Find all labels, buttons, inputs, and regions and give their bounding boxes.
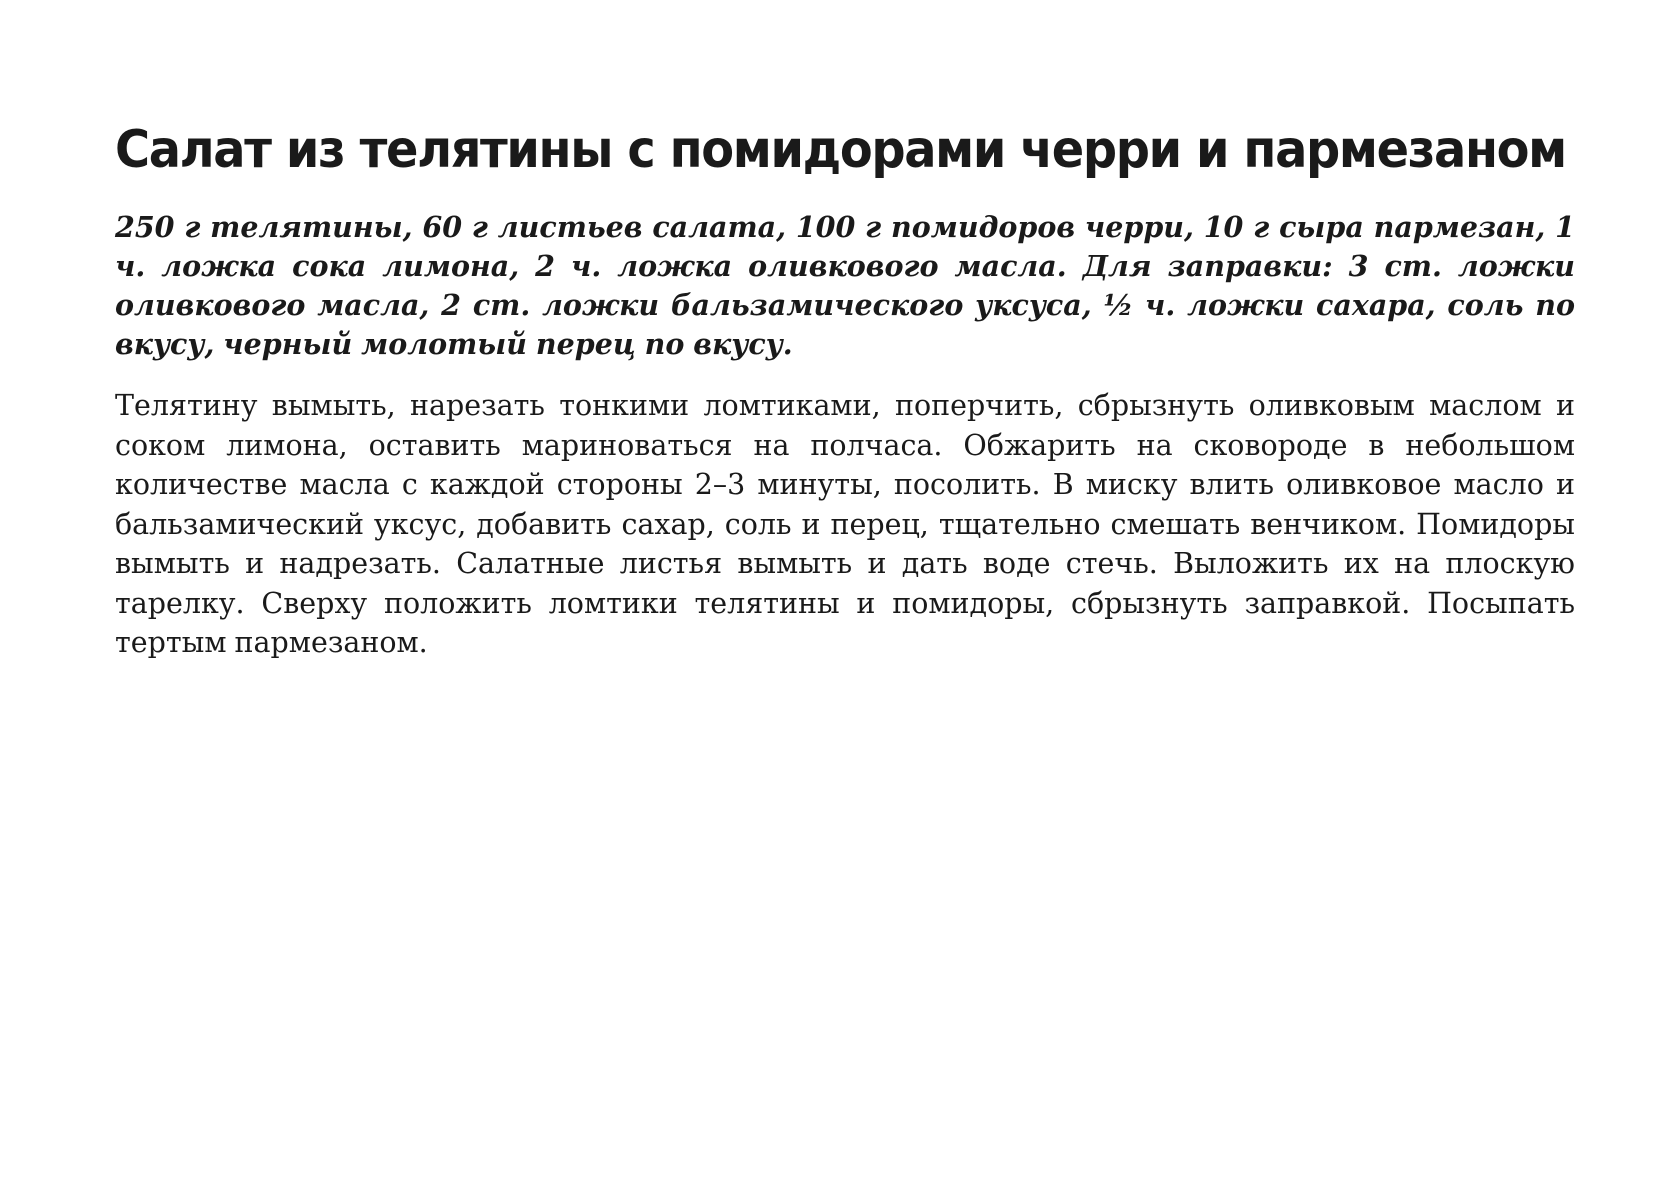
- ingredients-paragraph: 250 г телятины, 60 г листьев салата, 100 г помидоров черри, 10 г сыра пармезан, 1 ч. ложка сока лимона, 2 ч. ложка оливкового масла. Для заправки: 3 ст. ложки оливкового масла, 2 ст. ложки бальзамического уксуса, ½ ч. ложки сахара, соль по вкусу, черный молотый перец по вкусу.: [115, 210, 1575, 361]
- recipe-title: Салат из телятины с помидорами черри и пармезаном: [115, 120, 1566, 180]
- recipe-page: [115, 118, 1575, 663]
- instructions-paragraph: Телятину вымыть, нарезать тонкими ломтиками, поперчить, сбрызнуть оливковым маслом и соком лимона, оставить мариноваться на полчаса. Обжарить на сковороде в небольшом количестве масла с каждой стороны 2–3 минуты, посолить. В миску влить оливковое масло и бальзамический уксус, добавить сахар, соль и перец, тщательно смешать венчиком. Помидоры вымыть и надрезать. Салатные листья вымыть и дать воде стечь. Выложить их на плоскую тарелку. Сверху положить ломтики телятины и помидоры, сбрызнуть заправкой. Посыпать тертым пармезаном.: [115, 389, 1575, 659]
